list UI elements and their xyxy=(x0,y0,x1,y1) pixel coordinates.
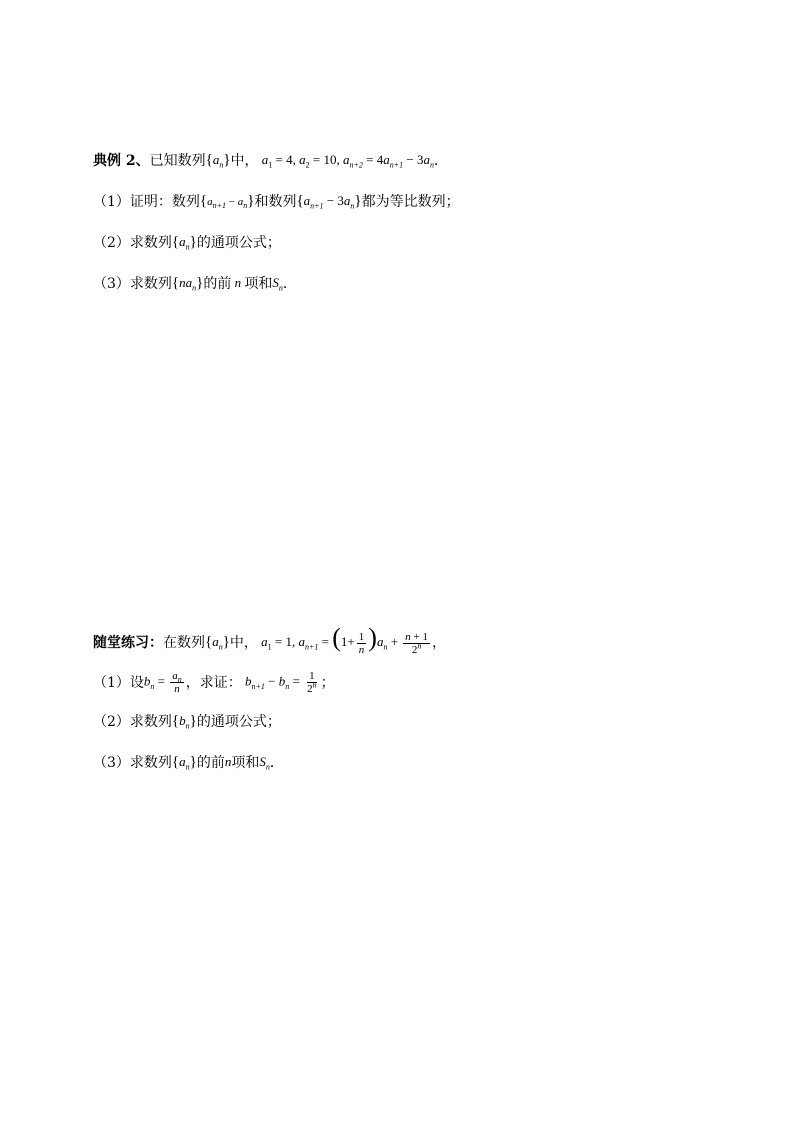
seq-a-n: $\{a_n\}$ xyxy=(171,233,197,252)
example2-part3 xyxy=(93,271,297,295)
seq-a-n: $\{a_n\}$ xyxy=(205,151,231,170)
seq-b-n: $\{b_n\}$ xyxy=(171,712,197,731)
part-number: （2） xyxy=(93,235,130,251)
sum-S-n: $S_n$ xyxy=(259,754,270,772)
part-text: 的通项公式； xyxy=(196,235,281,251)
example2-heading: 典例 2、 xyxy=(93,153,150,169)
sum-S-n: $S_n$ xyxy=(272,275,283,293)
part-text: 项和 xyxy=(244,276,273,292)
example2-intro: 已知数列 xyxy=(149,153,206,169)
practice-heading: 随堂练习： xyxy=(93,635,163,651)
practice-intro: 在数列 xyxy=(163,635,205,651)
part-number: （1） xyxy=(93,194,130,210)
part-text: 和数列 xyxy=(254,194,297,210)
practice-formula: $a_1 = 1$, $a_{n+1} = (1+$ $\frac{1}{n}$ )$a_n$ + $\frac{n + 1}{2^n}$ xyxy=(257,623,428,656)
claim-b-diff: $b_{n+1} - b_n$ = $\frac{1}{2^n}$ xyxy=(241,669,317,695)
part-text: 都为等比数列； xyxy=(361,194,460,210)
seq-a-n: $\{a_n\}$ xyxy=(205,633,230,652)
part-text: 的前 xyxy=(203,276,232,292)
def-b-n: $b_n$ = $\frac{a_n}{n}$ xyxy=(143,669,182,695)
part-number: （3） xyxy=(93,276,130,292)
part-text: ，求证： xyxy=(185,675,242,691)
part-text: 求数列 xyxy=(129,714,172,730)
example2-zhong: 中， xyxy=(230,153,259,169)
practice-part1 xyxy=(93,667,335,697)
part-number: （1） xyxy=(93,675,130,691)
part-text: 求数列 xyxy=(129,755,172,771)
example2-part2 xyxy=(93,230,281,254)
part-text: ； xyxy=(320,675,335,691)
part-text: ． xyxy=(282,276,297,292)
part-number: （3） xyxy=(93,755,130,771)
part-text: 证明：数列 xyxy=(129,194,200,210)
var-n: n xyxy=(224,754,232,769)
example2-formula: $a_1 = 4$, $a_2 = 10$, $a_{n+2} = 4a_{n+1} - 3a_n$ xyxy=(258,152,434,170)
seq-diff2: $\{a_{n+1} - 3a_n\}$ xyxy=(296,192,362,211)
var-n: n xyxy=(231,275,245,290)
example2-statement xyxy=(93,148,448,172)
part-text: 项和 xyxy=(231,755,260,771)
seq-diff1: $\{a_{n+1} - a_n\}$ xyxy=(199,192,255,210)
seq-n-a-n: $\{na_n\}$ xyxy=(171,274,204,293)
part-text: 求数列 xyxy=(129,235,172,251)
practice-part3 xyxy=(93,750,284,774)
part-text: ． xyxy=(269,755,284,771)
example2-part1 xyxy=(93,189,460,213)
part-text: 设 xyxy=(129,675,144,691)
part-text: 求数列 xyxy=(129,276,172,292)
seq-a-n: $\{a_n\}$ xyxy=(171,753,197,772)
practice-zhong: 中， xyxy=(229,635,258,651)
practice-part2 xyxy=(93,709,281,733)
practice-end: ， xyxy=(432,635,446,651)
example2-end: ． xyxy=(433,153,448,169)
practice-statement xyxy=(93,624,446,660)
part-text: 的通项公式； xyxy=(196,714,281,730)
part-number: （2） xyxy=(93,714,130,730)
part-text: 的前 xyxy=(196,755,225,771)
